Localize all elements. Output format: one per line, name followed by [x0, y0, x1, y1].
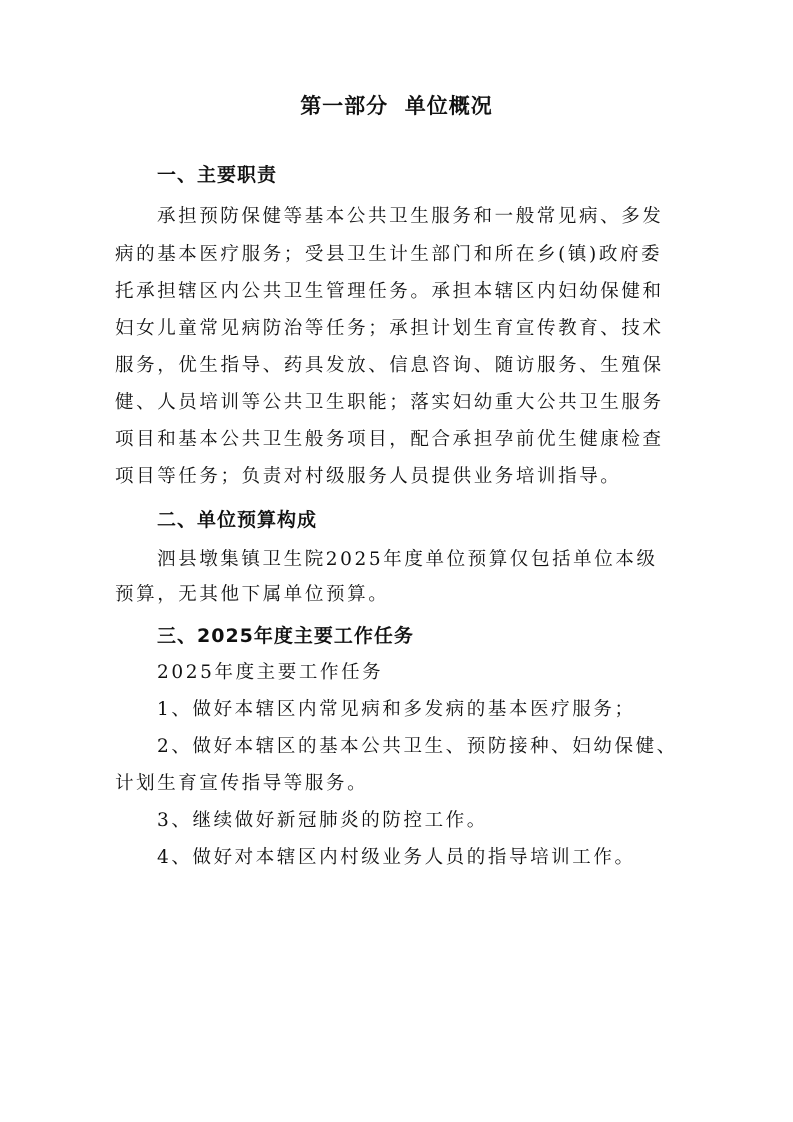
paragraph-line: 计划生育宣传指导等服务。	[115, 773, 369, 794]
paragraph-line: 服务，优生指导、药具发放、信息咨询、随访服务、生殖保	[115, 355, 664, 376]
paragraph-line: 2025年度主要工作任务	[157, 662, 384, 683]
paragraph-line: 健、人员培训等公共卫生职能；落实妇幼重大公共卫生服务	[115, 392, 664, 413]
section-heading-main-duties: 一、主要职责	[157, 164, 278, 186]
paragraph-line: 托承担辖区内公共卫生管理任务。承担本辖区内妇幼保健和	[115, 281, 664, 302]
page-title: 第一部分 单位概况	[300, 94, 493, 118]
paragraph-line: 妇女儿童常见病防治等任务；承担计划生育宣传教育、技术	[115, 318, 664, 339]
paragraph-line: 项目等任务；负责对村级服务人员提供业务培训指导。	[115, 466, 622, 487]
paragraph-line: 病的基本医疗服务；受县卫生计生部门和所在乡(镇)政府委	[115, 244, 663, 265]
paragraph-line: 承担预防保健等基本公共卫生服务和一般常见病、多发	[157, 206, 664, 227]
paragraph-line: 泗县墩集镇卫生院2025年度单位预算仅包括单位本级	[157, 549, 658, 570]
list-item: 2、做好本辖区的基本公共卫生、预防接种、妇幼保健、	[157, 736, 678, 757]
paragraph-line: 项目和基本公共卫生般务项目，配合承担孕前优生健康检查	[115, 429, 664, 450]
list-item: 3、继续做好新冠肺炎的防控工作。	[157, 810, 488, 831]
paragraph-line: 预算，无其他下属单位预算。	[115, 584, 390, 605]
section-heading-main-tasks: 三、2025年度主要工作任务	[157, 625, 414, 647]
list-item: 4、做好对本辖区内村级业务人员的指导培训工作。	[157, 847, 636, 868]
section-heading-budget-composition: 二、单位预算构成	[157, 509, 318, 531]
list-item: 1、做好本辖区内常见病和多发病的基本医疗服务；	[157, 699, 636, 720]
